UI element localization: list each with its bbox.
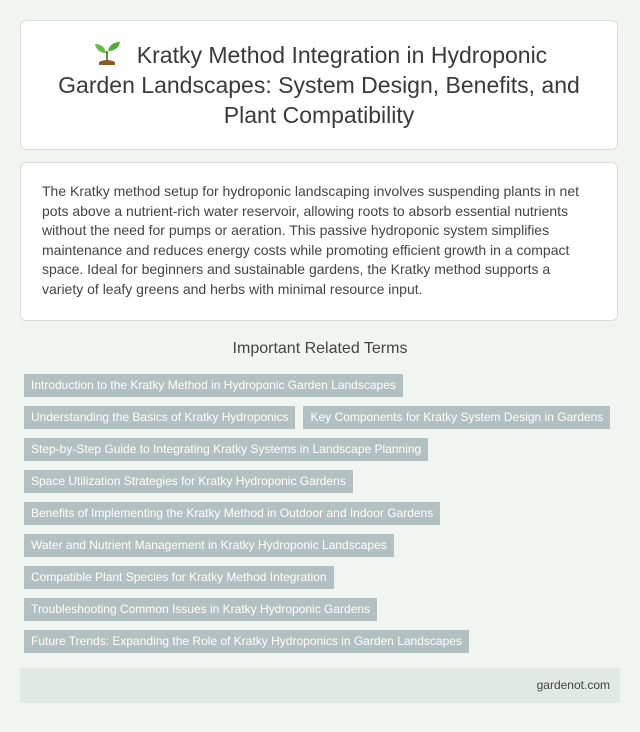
page-title-text: Kratky Method Integration in Hydroponic Garden Landscapes: System Design, Benefits, and Plant Compatibility [58, 42, 580, 128]
related-term-link[interactable]: Space Utilization Strategies for Kratky Hydroponic Gardens [24, 470, 353, 493]
site-name[interactable]: gardenot.com [536, 678, 610, 692]
related-term-link[interactable]: Compatible Plant Species for Kratky Method Integration [24, 566, 334, 589]
related-term-link[interactable]: Step-by-Step Guide to Integrating Kratky Systems in Landscape Planning [24, 438, 428, 461]
related-term-link[interactable]: Understanding the Basics of Kratky Hydroponics [24, 406, 295, 429]
related-terms-heading: Important Related Terms [232, 340, 408, 357]
related-term-link[interactable]: Future Trends: Expanding the Role of Kratky Hydroponics in Garden Landscapes [24, 630, 469, 653]
sprout-icon [91, 40, 123, 66]
page-title [21, 40, 617, 130]
related-term-link[interactable]: Key Components for Kratky System Design in Gardens [303, 406, 610, 429]
related-term-link[interactable]: Introduction to the Kratky Method in Hydroponic Garden Landscapes [24, 374, 403, 397]
related-term-link[interactable]: Water and Nutrient Management in Kratky Hydroponic Landscapes [24, 534, 394, 557]
summary-card [20, 162, 618, 321]
related-term-link[interactable]: Benefits of Implementing the Kratky Method in Outdoor and Indoor Gardens [24, 502, 440, 525]
footer-bar [20, 668, 620, 703]
title-card [20, 20, 618, 150]
related-term-link[interactable]: Troubleshooting Common Issues in Kratky Hydroponic Gardens [24, 598, 377, 621]
related-terms-list [24, 374, 620, 653]
summary-text: The Kratky method setup for hydroponic landscaping involves suspending plants in net pots above a nutrient-rich water reservoir, allowing roots to absorb essential nutrients without the need for pumps or aeration. This passive hydroponic system simplifies maintenance and reduces energy costs while promoting efficient growth in a compact space. Ideal for beginners and sustainable gardens, the Kratky method supports a variety of leafy greens and herbs with minimal resource input. [42, 183, 579, 297]
